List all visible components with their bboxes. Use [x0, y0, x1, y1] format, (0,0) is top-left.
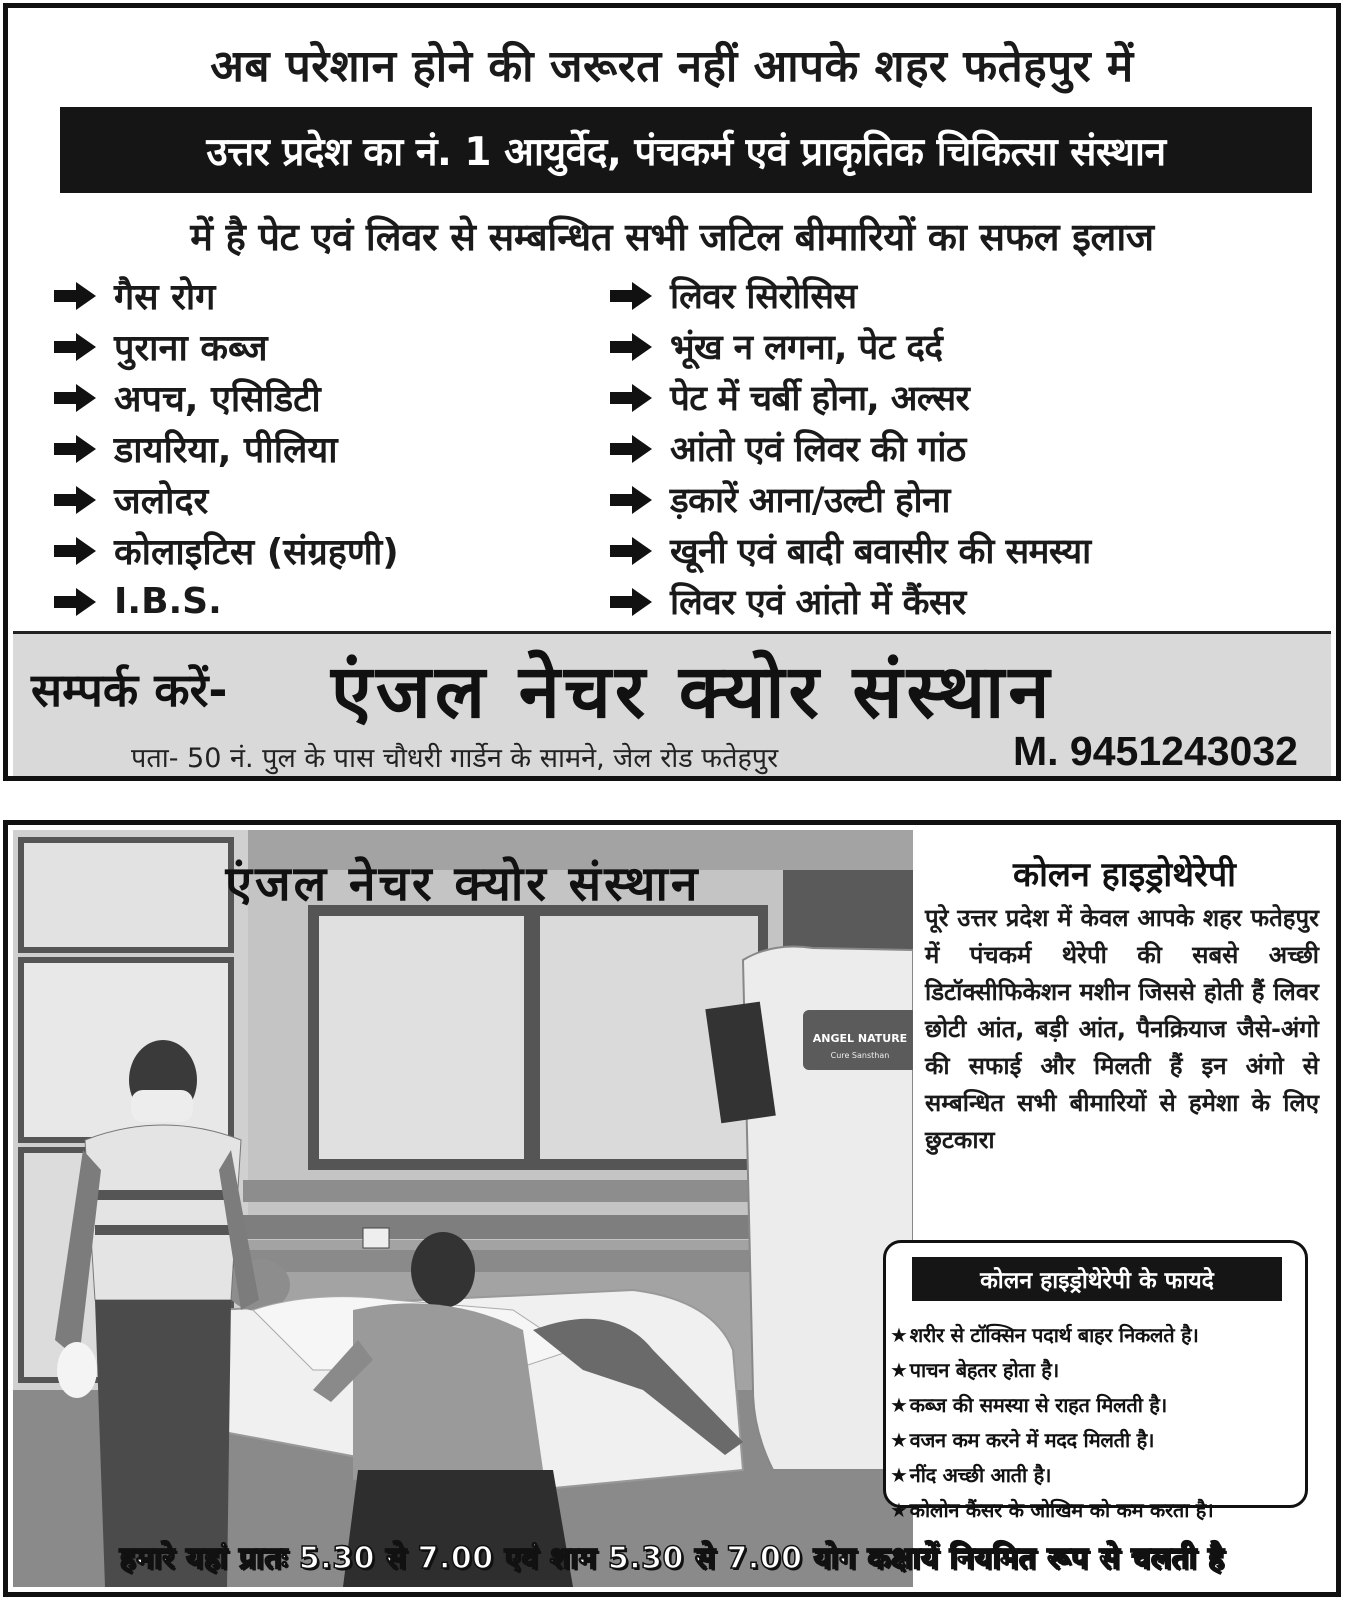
disease-label: लिवर सिरोसिस — [670, 277, 857, 317]
address: पता- 50 नं. पुल के पास चौधरी गार्डेन के सामने, जेल रोड फतेहपुर — [131, 743, 779, 774]
disease-label: गैस रोग — [114, 277, 216, 318]
disease-label: जलोदर — [114, 481, 209, 522]
list-item — [608, 474, 1091, 525]
disease-list-right — [608, 270, 1091, 627]
disease-label: खूनी एवं बादी बवासीर की समस्या — [670, 532, 1091, 572]
list-item — [890, 1352, 1297, 1387]
tagline: में है पेट एवं लिवर से सम्बन्धित सभी जटिल बीमारियों का सफल इलाज — [190, 215, 1154, 259]
list-item — [52, 576, 399, 627]
info-description: पूरे उत्तर प्रदेश में केवल आपके शहर फतेहपुर में पंचकर्म थेरेपी की सबसे अच्छी डिटॉक्सीफिकेशन मशीन जिससे होती हैं लिवर छोटी आंत, बड़ी आंत, पैनक्रियाज जैसे-अंगो की सफाई और मिलती हैं इन अंगो से सम्बन्धित सभी बीमारियों से हमेशा के लिए छुटकारा — [925, 904, 1319, 1154]
organization-name: एंजल नेचर क्योर संस्थान — [331, 649, 1054, 735]
list-item — [608, 576, 1091, 627]
arrow-right-icon — [608, 332, 654, 362]
contact-label: सम्पर्क करें- — [31, 663, 228, 717]
top-advertisement — [3, 3, 1341, 781]
list-item — [890, 1457, 1297, 1492]
disease-label: आंतो एवं लिवर की गांठ — [670, 430, 966, 470]
list-item — [52, 372, 399, 423]
list-item — [608, 372, 1091, 423]
list-item — [890, 1422, 1297, 1457]
benefit-text: पाचन बेहतर होता है। — [909, 1358, 1059, 1382]
arrow-right-icon — [52, 587, 98, 617]
list-item — [52, 321, 399, 372]
info-title: कोलन हाइड्रोथेरेपी — [1013, 855, 1236, 895]
bottom-advertisement — [3, 820, 1341, 1597]
info-panel — [890, 830, 1336, 1587]
treatment-room-illustration — [13, 830, 913, 1587]
disease-label: लिवर एवं आंतो में कैंसर — [670, 583, 966, 623]
benefit-text: कोलोन कैंसर के जोखिम को कम करता है। — [909, 1498, 1214, 1522]
list-item — [52, 423, 399, 474]
list-item — [608, 423, 1091, 474]
disease-label: अपच, एसिडिटी — [114, 379, 321, 420]
star-icon: ★ — [890, 1497, 908, 1522]
disease-list-left — [52, 270, 399, 627]
list-item — [890, 1492, 1297, 1527]
clinic-photo — [13, 830, 913, 1587]
star-icon: ★ — [890, 1427, 908, 1452]
arrow-right-icon — [608, 281, 654, 311]
benefit-text: वजन कम करने में मदद मिलती है। — [909, 1428, 1155, 1452]
list-item — [890, 1387, 1297, 1422]
benefits-title: कोलन हाइड्रोथेरेपी के फायदे — [912, 1257, 1282, 1301]
benefit-text: शरीर से टॉक्सिन पदार्थ बाहर निकलते है। — [909, 1323, 1199, 1347]
arrow-right-icon — [52, 383, 98, 413]
arrow-right-icon — [608, 587, 654, 617]
benefits-box — [883, 1240, 1308, 1522]
star-icon: ★ — [890, 1357, 908, 1382]
arrow-right-icon — [608, 536, 654, 566]
disease-label: पेट में चर्बी होना, अल्सर — [670, 379, 970, 419]
list-item — [890, 1317, 1297, 1352]
machine-logo-text: ANGEL NATURE — [812, 1032, 908, 1045]
list-item — [52, 474, 399, 525]
benefit-text: कब्ज की समस्या से राहत मिलती है। — [909, 1393, 1167, 1417]
benefit-list — [890, 1317, 1297, 1527]
arrow-right-icon — [52, 281, 98, 311]
disease-label: भूंख न लगना, पेट दर्द — [670, 328, 943, 368]
arrow-right-icon — [608, 383, 654, 413]
contact-band — [13, 631, 1331, 776]
star-icon: ★ — [890, 1322, 908, 1347]
disease-label: डायरिया, पीलिया — [114, 430, 338, 471]
disease-label: कोलाइटिस (संग्रहणी) — [114, 532, 399, 573]
arrow-right-icon — [52, 485, 98, 515]
benefit-text: नींद अच्छी आती है। — [909, 1463, 1052, 1487]
headline: अब परेशान होने की जरूरत नहीं आपके शहर फतेहपुर में — [210, 41, 1134, 92]
list-item — [608, 525, 1091, 576]
arrow-right-icon — [52, 332, 98, 362]
arrow-right-icon — [608, 434, 654, 464]
subheadline-bar — [60, 107, 1312, 193]
list-item — [52, 270, 399, 321]
list-item — [608, 270, 1091, 321]
machine-logo-subtext: Cure Sansthan — [830, 1051, 890, 1060]
arrow-right-icon — [52, 434, 98, 464]
disease-label: पुराना कब्ज — [114, 328, 268, 369]
subheadline: उत्तर प्रदेश का नं. 1 आयुर्वेद, पंचकर्म एवं प्राकृतिक चिकित्सा संस्थान — [206, 129, 1166, 175]
list-item — [52, 525, 399, 576]
disease-label: ड़कारें आना/उल्टी होना — [670, 481, 950, 521]
disease-label: I.B.S. — [114, 581, 222, 622]
star-icon: ★ — [890, 1392, 908, 1417]
yoga-schedule-line: हमारे यहां प्रातः 5.30 से 7.00 एवं शाम 5.30 से 7.00 योग कक्षायें नियमित रूप से चलती है — [119, 1541, 1225, 1576]
photo-title: एंजल नेचर क्योर संस्थान — [225, 856, 701, 912]
list-item — [608, 321, 1091, 372]
star-icon: ★ — [890, 1462, 908, 1487]
arrow-right-icon — [52, 536, 98, 566]
mobile-number: M. 9451243032 — [1013, 728, 1298, 774]
arrow-right-icon — [608, 485, 654, 515]
